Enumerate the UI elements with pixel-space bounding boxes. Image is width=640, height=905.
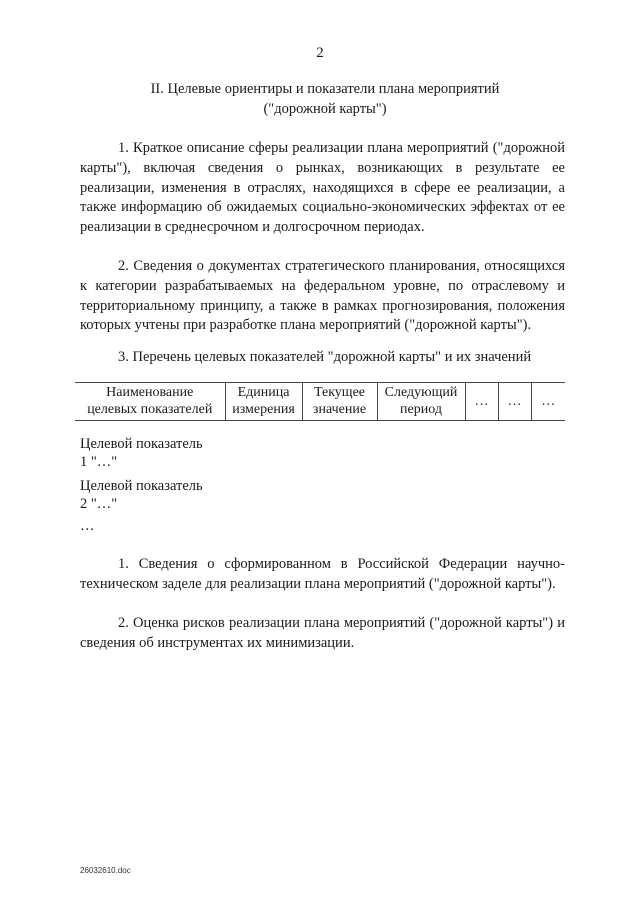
- closing-paragraph-1-text: 1. Сведения о сформированном в Российской Федерации научно-техническом заделе для реализации плана мероприятий ("дорожной карты").: [80, 556, 565, 592]
- indicator-1: [80, 435, 320, 471]
- indicators-table: [75, 382, 565, 421]
- column-header-next-period: Следующий период: [377, 383, 465, 421]
- paragraph-1-text: 1. Краткое описание сферы реализации плана мероприятий ("дорожной карты"), включая сведения о рынках, возникающих в результате ее реализации, изменения в отраслях, находящихся в сфере ее реализации, а также информацию об ожидаемых социально-экономических эффектах от ее реализации в среднесрочном и долгосрочном периодах.: [80, 140, 565, 236]
- indicator-2-line-1: Целевой показатель: [80, 478, 203, 494]
- column-header-more-3: …: [531, 383, 565, 421]
- closing-paragraph-2-text: 2. Оценка рисков реализации плана мероприятий ("дорожной карты") и сведения об инструментах их минимизации.: [80, 615, 565, 651]
- paragraph-1: [80, 139, 565, 238]
- table-header-row: [75, 383, 565, 421]
- page-number: 2: [316, 45, 324, 61]
- section-title-line-2: ("дорожной карты"): [263, 101, 387, 117]
- closing-paragraph-1: [80, 555, 565, 595]
- indicator-2: [80, 477, 320, 513]
- closing-paragraph-2: [80, 614, 565, 654]
- column-header-more-2: …: [498, 383, 531, 421]
- column-header-name: Наименование целевых показателей: [75, 383, 225, 421]
- list-heading-text: 3. Перечень целевых показателей "дорожной карты" и их значений: [118, 349, 532, 365]
- section-title-line-1: II. Целевые ориентиры и показатели плана мероприятий: [150, 81, 500, 97]
- indicator-1-line-2: 1 "…": [80, 454, 118, 470]
- indicator-1-line-1: Целевой показатель: [80, 436, 203, 452]
- column-header-current: Текущее значение: [302, 383, 377, 421]
- column-header-more-1: …: [465, 383, 498, 421]
- section-title: [135, 79, 515, 119]
- column-header-unit: Единица измерения: [225, 383, 302, 421]
- list-heading: [80, 347, 565, 367]
- indicator-2-line-2: 2 "…": [80, 496, 118, 512]
- paragraph-2-text: 2. Сведения о документах стратегического планирования, относящихся к категории разрабатываемых на федеральном уровне, по отраслевому и территориальному принципу, а также в рамках прогнозирования, положения которых учтены при разработке плана мероприятий ("дорожной карты").: [80, 258, 565, 334]
- footer-doc-code: 26032610.doc: [80, 866, 131, 875]
- ellipsis: …: [80, 518, 95, 534]
- paragraph-2: [80, 257, 565, 336]
